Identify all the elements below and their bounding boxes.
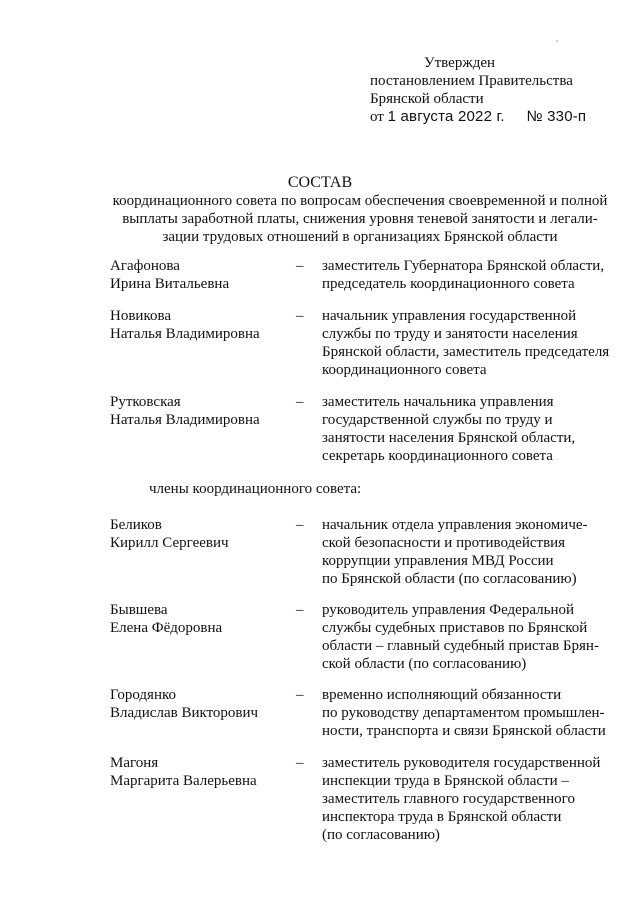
member-given-names: Наталья Владимировна bbox=[110, 326, 260, 342]
member-role bbox=[322, 686, 612, 740]
member-name bbox=[110, 516, 290, 552]
subtitle-line: координационного совета по вопросам обеспечения своевременной и полной bbox=[112, 193, 608, 209]
member-surname: Магоня bbox=[110, 755, 159, 771]
role-line: председатель координационного совета bbox=[322, 276, 575, 292]
approval-line-1: Утвержден bbox=[424, 55, 496, 71]
role-line: инспектора труда в Брянской области bbox=[322, 809, 562, 825]
member-surname: Беликов bbox=[110, 517, 162, 533]
member-name bbox=[110, 307, 290, 343]
member-role bbox=[322, 257, 612, 293]
role-line: временно исполняющий обязанности bbox=[322, 687, 562, 703]
approval-line-3: Брянской области bbox=[370, 91, 484, 107]
document-title: СОСТАВ bbox=[287, 174, 353, 191]
member-dash: – bbox=[296, 517, 304, 533]
role-line: Брянской области, заместитель председателя bbox=[322, 344, 610, 360]
member-surname: Агафонова bbox=[110, 258, 180, 274]
role-line: ской области (по согласованию) bbox=[322, 656, 527, 672]
section-label-members: члены координационного совета: bbox=[149, 481, 362, 497]
member-role bbox=[322, 393, 612, 465]
member-dash: – bbox=[296, 755, 304, 771]
role-line: занятости населения Брянской области, bbox=[322, 430, 576, 446]
member-dash: – bbox=[296, 394, 304, 410]
role-line: службы по труду и занятости населения bbox=[322, 326, 578, 342]
member-given-names: Владислав Викторович bbox=[110, 705, 259, 721]
role-line: секретарь координационного совета bbox=[322, 448, 553, 464]
role-line: службы судебных приставов по Брянской bbox=[322, 620, 588, 636]
approval-line-2: постановлением Правительства bbox=[370, 73, 573, 89]
member-surname: Городянко bbox=[110, 687, 177, 703]
approval-number: № 330-п bbox=[526, 108, 587, 125]
role-line: (по согласованию) bbox=[322, 827, 440, 843]
member-role bbox=[322, 516, 612, 588]
member-dash: – bbox=[296, 258, 304, 274]
role-line: заместитель начальника управления bbox=[322, 394, 554, 410]
role-line: начальник управления государственной bbox=[322, 308, 577, 324]
member-given-names: Елена Фёдоровна bbox=[110, 620, 223, 636]
member-dash: – bbox=[296, 308, 304, 324]
member-name bbox=[110, 754, 290, 790]
role-line: ности, транспорта и связи Брянской области bbox=[322, 723, 606, 739]
member-role bbox=[322, 601, 612, 673]
member-given-names: Кирилл Сергеевич bbox=[110, 535, 229, 551]
member-given-names: Маргарита Валерьевна bbox=[110, 773, 257, 789]
member-name bbox=[110, 257, 290, 293]
approval-block bbox=[370, 54, 630, 126]
role-line: области – главный судебный пристав Брян- bbox=[322, 638, 599, 654]
approval-line-4 bbox=[370, 108, 630, 126]
member-given-names: Ирина Витальевна bbox=[110, 276, 230, 292]
subtitle-line: зации трудовых отношений в организациях Брянской области bbox=[162, 229, 558, 245]
scan-speck bbox=[556, 40, 558, 42]
role-line: заместитель руководителя государственной bbox=[322, 755, 601, 771]
member-name bbox=[110, 393, 290, 429]
member-role bbox=[322, 307, 612, 379]
role-line: коррупции управления МВД России bbox=[322, 553, 554, 569]
role-line: руководитель управления Федеральной bbox=[322, 602, 575, 618]
role-line: начальник отдела управления экономиче- bbox=[322, 517, 588, 533]
role-line: по Брянской области (по согласованию) bbox=[322, 571, 577, 587]
role-line: координационного совета bbox=[322, 362, 487, 378]
member-role bbox=[322, 754, 612, 844]
role-line: по руководству департаментом промышлен- bbox=[322, 705, 605, 721]
member-dash: – bbox=[296, 602, 304, 618]
role-line: заместитель главного государственного bbox=[322, 791, 575, 807]
member-surname: Рутковская bbox=[110, 394, 181, 410]
member-surname: Новикова bbox=[110, 308, 172, 324]
member-name bbox=[110, 686, 290, 722]
member-surname: Бывшева bbox=[110, 602, 168, 618]
role-line: ской безопасности и противодействия bbox=[322, 535, 566, 551]
role-line: заместитель Губернатора Брянской области, bbox=[322, 258, 605, 274]
subtitle-line: выплаты заработной платы, снижения уровня теневой занятости и легали- bbox=[122, 211, 598, 227]
role-line: инспекции труда в Брянской области – bbox=[322, 773, 569, 789]
approval-date-prefix: от bbox=[370, 109, 384, 125]
document-subtitle bbox=[110, 192, 610, 246]
approval-date: 1 августа 2022 г. bbox=[387, 108, 505, 125]
member-name bbox=[110, 601, 290, 637]
member-given-names: Наталья Владимировна bbox=[110, 412, 260, 428]
role-line: государственной службы по труду и bbox=[322, 412, 553, 428]
member-dash: – bbox=[296, 687, 304, 703]
